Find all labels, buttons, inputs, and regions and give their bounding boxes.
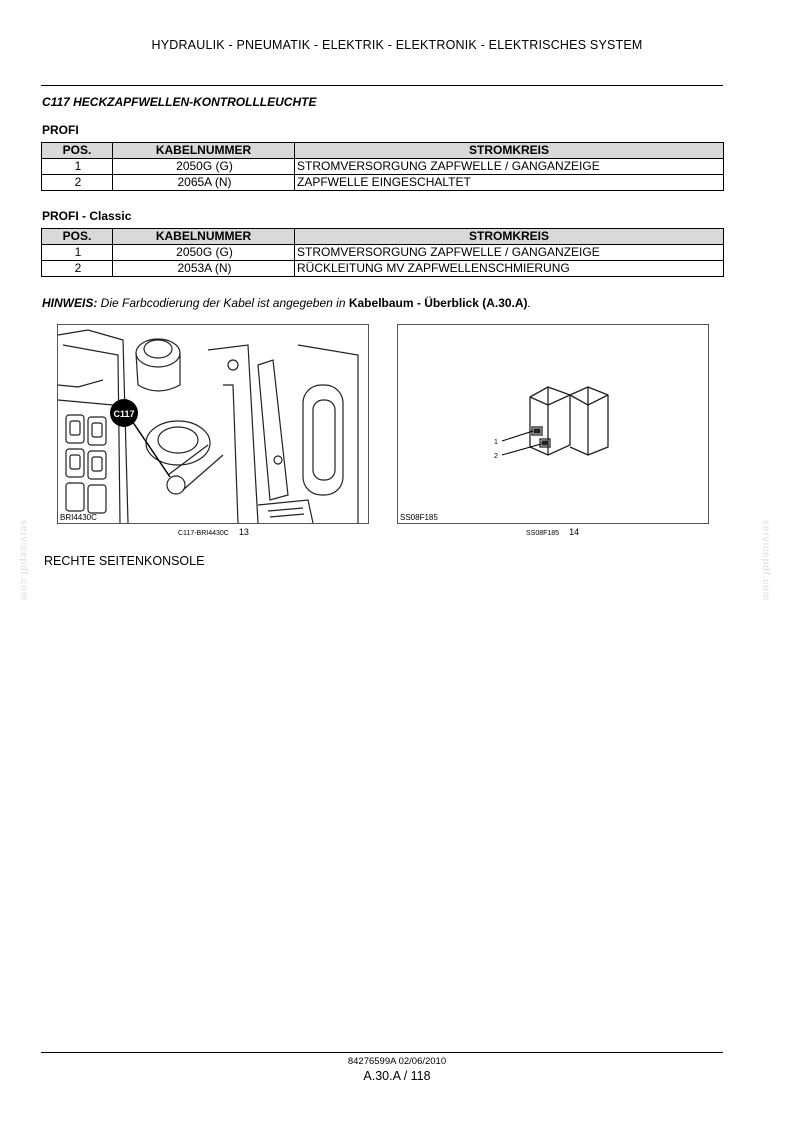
header-circuit: STROMKREIS — [295, 143, 724, 159]
connector-table-profi-classic — [41, 228, 724, 277]
pin-2-label: 2 — [494, 453, 498, 460]
watermark-right: servicepdf.com — [760, 520, 771, 602]
cell-circuit: STROMVERSORGUNG ZAPFWELLE / GANGANZEIGE — [295, 159, 724, 175]
table-header-row — [42, 143, 724, 159]
hint-note — [42, 296, 531, 310]
hint-text: Die Farbcodierung der Kabel ist angegeben in — [97, 296, 349, 310]
header-circuit: STROMKREIS — [295, 229, 724, 245]
pin-1-label: 1 — [494, 439, 498, 446]
table-row — [42, 159, 724, 175]
table-row — [42, 261, 724, 277]
header-cable: KABELNUMMER — [113, 143, 295, 159]
footer-rule — [41, 1052, 723, 1053]
cell-pos: 1 — [42, 245, 113, 261]
footer-document-id: 84276599A 02/06/2010 — [347, 1056, 447, 1067]
table-subtitle-profi: PROFI — [42, 123, 79, 137]
cell-cable: 2065A (N) — [113, 175, 295, 191]
connector-illustration — [398, 325, 708, 523]
header-pos: POS. — [42, 143, 113, 159]
figure-console-photo — [57, 324, 369, 524]
cell-circuit: ZAPFWELLE EINGESCHALTET — [295, 175, 724, 191]
figure-caption — [526, 527, 579, 537]
cell-cable: 2050G (G) — [113, 159, 295, 175]
callout-label: C117 — [113, 409, 135, 419]
callout-leader — [128, 415, 170, 477]
hint-end: . — [527, 296, 531, 310]
header-cable: KABELNUMMER — [113, 229, 295, 245]
cell-circuit: STROMVERSORGUNG ZAPFWELLE / GANGANZEIGE — [295, 245, 724, 261]
figure-caption — [178, 527, 249, 537]
header-rule — [41, 85, 723, 86]
caption-code: C117-BRI4430C — [178, 530, 229, 537]
header-pos: POS. — [42, 229, 113, 245]
watermark-left: servicepdf.com — [18, 520, 29, 602]
section-title: C117 HECKZAPFWELLEN-KONTROLLLEUCHTE — [42, 95, 317, 109]
figure-image-code: SS08F185 — [400, 513, 438, 522]
cell-cable: 2053A (N) — [113, 261, 295, 277]
cell-circuit: RÜCKLEITUNG MV ZAPFWELLENSCHMIERUNG — [295, 261, 724, 277]
caption-code: SS08F185 — [526, 530, 560, 537]
console-illustration — [58, 325, 368, 523]
table-subtitle-profi-classic: PROFI - Classic — [42, 209, 132, 223]
cell-pos: 2 — [42, 261, 113, 277]
cell-cable: 2050G (G) — [113, 245, 295, 261]
figure-connector-drawing — [397, 324, 709, 524]
hint-label: HINWEIS: — [42, 296, 98, 310]
page-header: HYDRAULIK - PNEUMATIK - ELEKTRIK - ELEKTRONIK - ELEKTRISCHES SYSTEM — [151, 38, 643, 52]
cell-pos: 1 — [42, 159, 113, 175]
caption-number: 14 — [569, 527, 580, 537]
footer-page-number: A.30.A / 118 — [363, 1069, 431, 1083]
pin-1-leader — [502, 431, 533, 441]
table-header-row — [42, 229, 724, 245]
caption-number: 13 — [238, 527, 249, 537]
table-row — [42, 175, 724, 191]
hint-reference: Kabelbaum - Überblick (A.30.A) — [348, 296, 528, 310]
cell-pos: 2 — [42, 175, 113, 191]
table-row — [42, 245, 724, 261]
side-note: RECHTE SEITENKONSOLE — [44, 554, 205, 568]
connector-table-profi — [41, 142, 724, 191]
figure-image-code: BRI4430C — [60, 513, 97, 522]
